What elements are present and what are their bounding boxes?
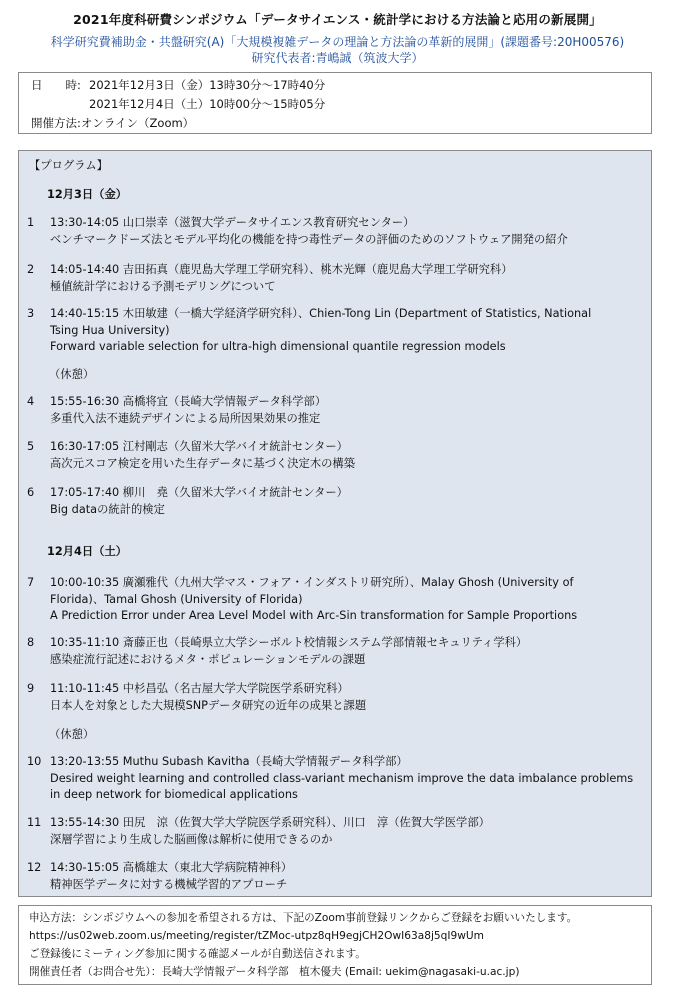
confirmation-note: ご登録後にミーティング参加に関する確認メールが自動送信されます。 [29, 948, 366, 960]
representative-line: 研究代表者:青嶋誠（筑波大学） [251, 51, 424, 65]
method-value: オンライン（Zoom） [80, 116, 195, 130]
program-item: 3 14:40-15:15 木田敏建（一橋大学経済学研究科）、Chien-Tong Lin (Department of Statistics, National Tsing Hua University) Forward variable selection for ultra-high dimensional quantile regression models [27, 307, 592, 353]
contact-line: 開催責任者（お問合せ先）：長崎大学情報データ科学部 植木優夫 (Email: uekim@nagasaki-u.ac.jp) [29, 966, 520, 978]
program-item: 8 10:35-11:10 斎藤正也（長崎県立大学シーボルト校情報システム学部情報セキュリティ学科） 感染症流行記述におけるメタ・ポピュレーションモデルの課題 [27, 636, 528, 666]
date-1: 2021年12月3日（金）13時30分～17時40分 [89, 78, 326, 92]
program-item: 4 15:55-16:30 高橋将宜（長崎大学情報データ科学部） 多重代入法不連続デザインによる局所因果効果の推定 [27, 395, 327, 425]
program-item: 5 16:30-17:05 江村剛志（久留米大学バイオ統計センター） 高次元スコア検定を用いた生存データに基づく決定木の構築 [27, 440, 356, 470]
program-item: 11 13:55-14:30 田尻 涼（佐賀大学大学院医学系研究科）、川口 淳（佐賀大学医学部） 深層学習により生成した脳画像は解析に使用できるのか [27, 816, 490, 846]
date-2: 2021年12月4日（土）10時00分～15時05分 [89, 97, 326, 111]
program-heading: 【プログラム】 [29, 159, 108, 172]
registration-box [18, 905, 652, 985]
method-label: 開催方法: [31, 116, 81, 130]
day2-label: 12月4日（土） [47, 545, 128, 558]
registration-link[interactable]: https://us02web.zoom.us/meeting/register/tZMoc-utpz8qH9egjCH2OwI63a8j5qI9wUm [29, 930, 484, 942]
date-row-1 [31, 77, 325, 93]
info-box [18, 72, 652, 134]
day1-label: 12月3日（金） [47, 188, 128, 201]
program-item: 1 13:30-14:05 山口崇幸（滋賀大学データサイエンス教育研究センター） ベンチマークドーズ法とモデル平均化の機能を持つ毒性データの評価のためのソフトウェア開発の紹介 [27, 216, 568, 246]
break-label: （休憩） [49, 728, 95, 741]
program-box [18, 150, 652, 897]
grant-line: 科学研究費補助金・共盤研究(A)「大規模複雑データの理論と方法論の革新的展開」(課題番号:20H00576) [50, 35, 625, 49]
program-item: 12 14:30-15:05 高橋雄太（東北大学病院精神科） 精神医学データに対する機械学習的アプローチ [27, 861, 293, 891]
program-item: 10 13:20-13:55 Muthu Subash Kavitha（長崎大学情報データ科学部） Desired weight learning and controlled class-variant mechanism improve the data imbalance problems in deep network for biomedical applications [27, 755, 634, 801]
page-title: 2021年度科研費シンポジウム「データサイエンス・統計学における方法論と応用の新展開」 [73, 12, 602, 27]
program-item: 9 11:10-11:45 中杉昌弘（名古屋大学大学院医学系研究科） 日本人を対象とした大規模SNPデータ研究の近年の成果と課題 [27, 682, 367, 712]
program-item: 2 14:05-14:40 吉田拓真（鹿児島大学理工学研究科）、桃木光輝（鹿児島大学理工学研究科） 極値統計学における予測モデリングについて [27, 263, 513, 293]
program-item: 7 10:00-10:35 廣瀬雅代（九州大学マス・フォア・インダストリ研究所）、Malay Ghosh (University of Florida)、Tamal Ghosh (University of Florida) A Prediction Error under Area Level Model with Arc-Sin transformation for Sample Proportions [27, 576, 578, 622]
registration-instructions: 申込方法：シンポジウムへの参加を希望される方は、下記のZoom事前登録リンクからご登録をお願いいたします。 [29, 912, 578, 924]
method-row [31, 115, 194, 131]
break-label: （休憩） [49, 368, 95, 381]
program-item: 6 17:05-17:40 柳川 堯（久留米大学バイオ統計センター） Big dataの統計的検定 [27, 486, 348, 516]
date-label: 日 時: [31, 78, 81, 92]
date-row-2 [31, 96, 325, 112]
page-subtitle [0, 34, 675, 66]
